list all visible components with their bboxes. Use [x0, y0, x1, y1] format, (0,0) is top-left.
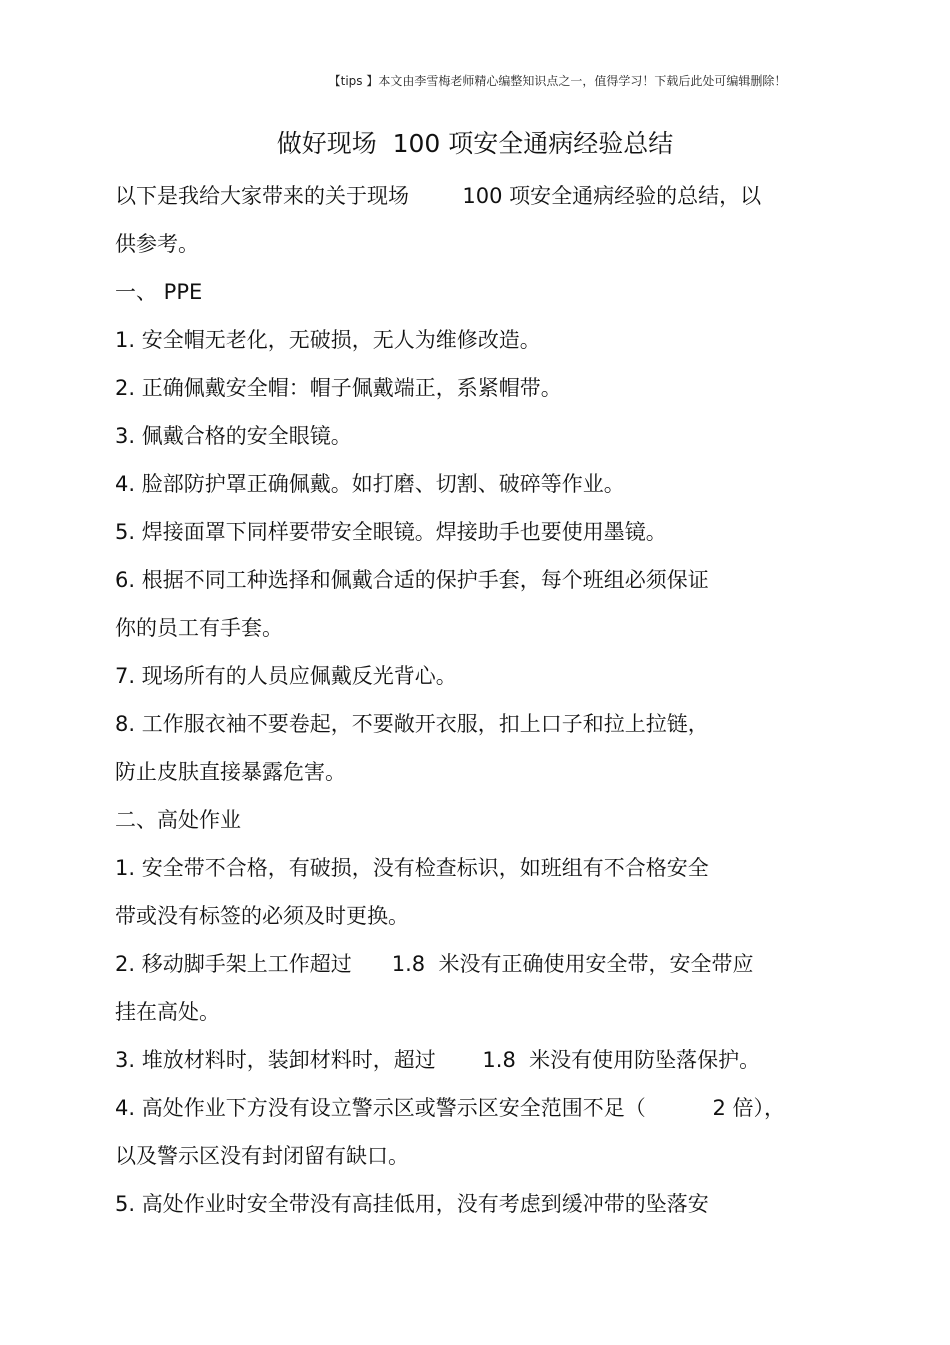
- list-item: 2. 正确佩戴安全帽：帽子佩戴端正，系紧帽带。: [115, 376, 562, 400]
- list-item-continued: 防止皮肤直接暴露危害。: [115, 760, 346, 784]
- list-item: 1. 安全带不合格，有破损，没有检查标识，如班组有不合格安全: [115, 856, 709, 880]
- list-item: 3. 佩戴合格的安全眼镜。: [115, 424, 352, 448]
- list-item: 1. 安全帽无老化，无破损，无人为维修改造。: [115, 328, 541, 352]
- paragraph-line: 供参考。: [115, 232, 199, 256]
- list-item: 4. 脸部防护罩正确佩戴。如打磨、切割、破碎等作业。: [115, 472, 625, 496]
- section-heading-height-work: 二、高处作业: [115, 808, 241, 832]
- list-item: 7. 现场所有的人员应佩戴反光背心。: [115, 664, 457, 688]
- list-item: 5. 高处作业时安全带没有高挂低用，没有考虑到缓冲带的坠落安: [115, 1192, 709, 1216]
- list-item-continued: 带或没有标签的必须及时更换。: [115, 904, 409, 928]
- list-item: 4. 高处作业下方没有设立警示区或警示区安全范围不足（ 2 倍），: [115, 1096, 785, 1120]
- list-item: 3. 堆放材料时，装卸材料时，超过 1.8 米没有使用防坠落保护。: [115, 1048, 761, 1072]
- list-item: 5. 焊接面罩下同样要带安全眼镜。焊接助手也要使用墨镜。: [115, 520, 667, 544]
- page-title: 做好现场 100 项安全通病经验总结: [276, 129, 674, 158]
- list-item-continued: 你的员工有手套。: [115, 616, 283, 640]
- section-heading-ppe: 一、 PPE: [115, 280, 203, 304]
- list-item-continued: 挂在高处。: [115, 1000, 220, 1024]
- list-item-continued: 以及警示区没有封闭留有缺口。: [115, 1144, 409, 1168]
- tips-header: 【tips 】本文由李雪梅老师精心编整知识点之一，值得学习！下载后此处可编辑删除！: [328, 74, 787, 88]
- list-item: 6. 根据不同工种选择和佩戴合适的保护手套，每个班组必须保证: [115, 568, 709, 592]
- paragraph-line: 以下是我给大家带来的关于现场 100 项安全通病经验的总结，以: [115, 184, 762, 208]
- list-item: 2. 移动脚手架上工作超过 1.8 米没有正确使用安全带，安全带应: [115, 952, 754, 976]
- list-item: 8. 工作服衣袖不要卷起，不要敞开衣服，扣上口子和拉上拉链，: [115, 712, 709, 736]
- document-body: [115, 172, 835, 1228]
